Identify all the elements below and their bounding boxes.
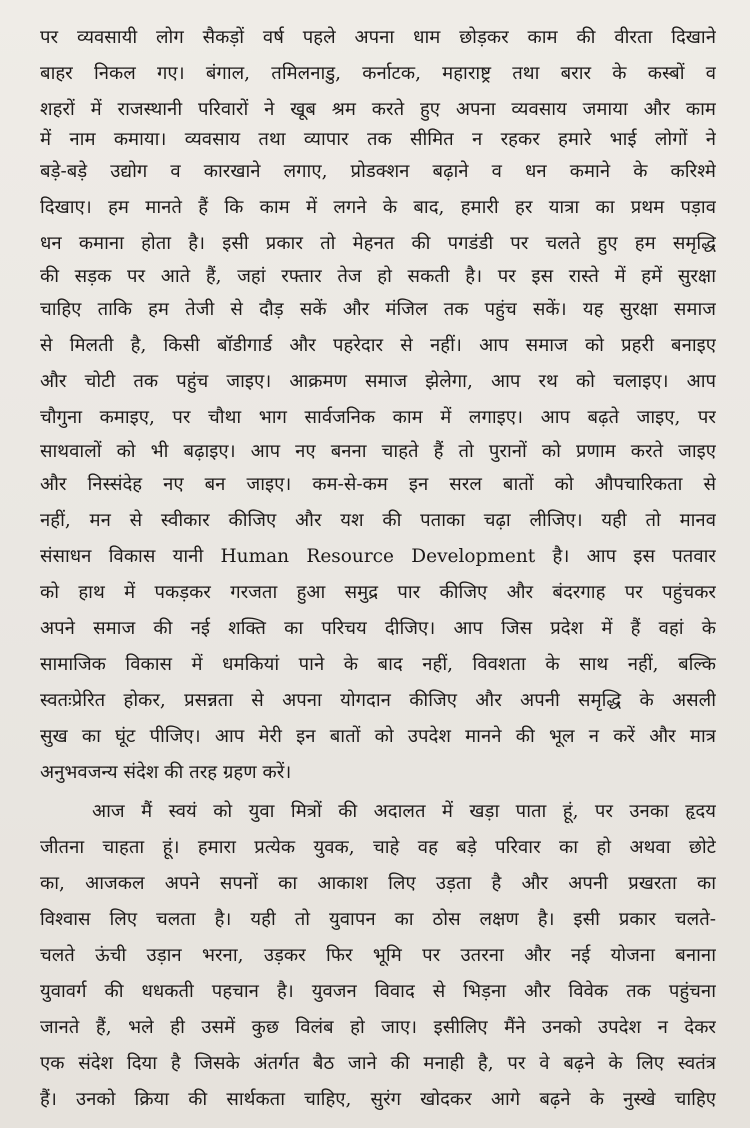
text-line: स्वतःप्रेरित होकर, प्रसन्नता से अपना योगदान कीजिए और अपनी समृद्धि के असली — [40, 690, 716, 711]
text-line: की सड़क पर आते हैं, जहां रफ्तार तेज हो सकती है। पर इस रास्ते में हमें सुरक्षा — [40, 266, 716, 287]
text-line: शहरों में राजस्थानी परिवारों ने खूब श्रम करते हुए अपना व्यवसाय जमाया और काम — [40, 99, 716, 120]
text-line: संसाधन विकास यानी Human Resource Development है। आप इस पतवार — [40, 546, 716, 567]
text-line: नहीं, मन से स्वीकार कीजिए और यश की पताका चढ़ा लीजिए। यही तो मानव — [40, 510, 716, 531]
text-line: से मिलती है, किसी बॉडीगार्ड और पहरेदार से नहीं। आप समाज को प्रहरी बनाइए — [40, 335, 716, 356]
text-line: आज मैं स्वयं को युवा मित्रों की अदालत में खड़ा पाता हूं, पर उनका हृदय — [92, 801, 716, 822]
text-line: का, आजकल अपने सपनों का आकाश लिए उड़ता है और अपनी प्रखरता का — [40, 873, 716, 894]
text-line: दिखाए। हम मानते हैं कि काम में लगने के बाद, हमारी हर यात्रा का प्रथम पड़ाव — [40, 197, 716, 218]
text-line: अनुभवजन्य संदेश की तरह ग्रहण करें। — [40, 762, 292, 783]
text-line: जीतना चाहता हूं। हमारा प्रत्येक युवक, चाहे वह बड़े परिवार का हो अथवा छोटे — [40, 837, 716, 858]
text-line: हैं। उनको क्रिया की सार्थकता चाहिए, सुरंग खोदकर आगे बढ़ने के नुस्खे चाहिए — [40, 1089, 716, 1110]
text-line: चलते ऊंची उड़ान भरना, उड़कर फिर भूमि पर उतरना और नई योजना बनाना — [40, 945, 716, 966]
text-line: जानते हैं, भले ही उसमें कुछ विलंब हो जाए। इसीलिए मैंने उनको उपदेश न देकर — [40, 1017, 716, 1038]
text-line: एक संदेश दिया है जिसके अंतर्गत बैठ जाने की मनाही है, पर वे बढ़ने के लिए स्वतंत्र — [40, 1053, 716, 1074]
text-line: चौगुना कमाइए, पर चौथा भाग सार्वजनिक काम में लगाइए। आप बढ़ते जाइए, पर — [40, 407, 716, 428]
text-line: बड़े-बड़े उद्योग व कारखाने लगाए, प्रोडक्शन बढ़ाने व धन कमाने के करिश्मे — [40, 161, 716, 182]
text-line: साथवालों को भी बढ़ाइए। आप नए बनना चाहते हैं तो पुरानों को प्रणाम करते जाइए — [40, 441, 716, 462]
text-line: सामाजिक विकास में धमकियां पाने के बाद नहीं, विवशता के साथ नहीं, बल्कि — [40, 654, 716, 675]
text-line: धन कमाना होता है। इसी प्रकार तो मेहनत की पगडंडी पर चलते हुए हम समृद्धि — [40, 233, 716, 254]
text-line: में नाम कमाया। व्यवसाय तथा व्यापार तक सीमित न रहकर हमारे भाई लोगों ने — [40, 129, 716, 150]
text-line: सुख का घूंट पीजिए। आप मेरी इन बातों को उपदेश मानने की भूल न करें और मात्र — [40, 726, 716, 747]
text-line: को हाथ में पकड़कर गरजता हुआ समुद्र पार कीजिए और बंदरगाह पर पहुंचकर — [40, 582, 716, 603]
text-line: पर व्यवसायी लोग सैकड़ों वर्ष पहले अपना धाम छोड़कर काम की वीरता दिखाने — [40, 27, 716, 48]
text-line: और चोटी तक पहुंच जाइए। आक्रमण समाज झेलेगा, आप रथ को चलाइए। आप — [40, 371, 716, 392]
text-line: चाहिए ताकि हम तेजी से दौड़ सकें और मंजिल तक पहुंच सकें। यह सुरक्षा समाज — [40, 299, 716, 320]
text-line: युवावर्ग की धधकती पहचान है। युवजन विवाद से भिड़ना और विवेक तक पहुंचना — [40, 981, 716, 1002]
text-line: बाहर निकल गए। बंगाल, तमिलनाडु, कर्नाटक, महाराष्ट्र तथा बरार के कस्बों व — [40, 63, 716, 84]
text-line: अपने समाज की नई शक्ति का परिचय दीजिए। आप जिस प्रदेश में हैं वहां के — [40, 618, 716, 639]
text-line: विश्वास लिए चलता है। यही तो युवापन का ठोस लक्षण है। इसी प्रकार चलते- — [40, 909, 716, 930]
text-line: और निस्संदेह नए बन जाइए। कम-से-कम इन सरल बातों को औपचारिकता से — [40, 474, 716, 495]
